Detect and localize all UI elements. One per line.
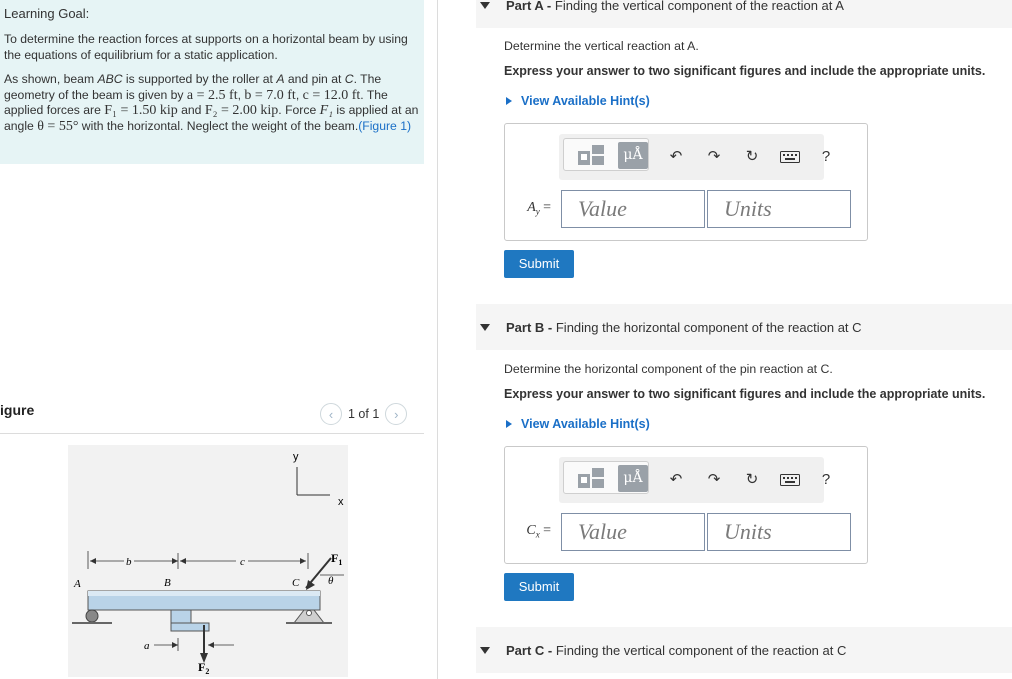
- part-a-hint[interactable]: View Available Hint(s): [504, 94, 650, 108]
- expand-icon: [506, 420, 512, 428]
- figure-link[interactable]: (Figure 1): [358, 118, 412, 133]
- label-theta: θ: [328, 575, 334, 587]
- beam-diagram: [68, 445, 348, 677]
- collapse-icon: [480, 2, 490, 9]
- label-x: x: [338, 496, 344, 508]
- part-b-hint[interactable]: View Available Hint(s): [504, 417, 650, 431]
- math-c: c = 12.0 ft: [302, 87, 361, 103]
- prev-figure-button[interactable]: ‹: [320, 403, 342, 425]
- part-b-submit-button[interactable]: Submit: [504, 573, 574, 601]
- math-f2: F₂ = 2.00 kip: [204, 103, 279, 118]
- label-b: b: [126, 556, 132, 568]
- part-b-instruction: Express your answer to two significant figures and include the appropriate units.: [504, 387, 986, 401]
- collapse-icon: [480, 647, 490, 654]
- help-icon[interactable]: ?: [821, 471, 831, 488]
- learning-goal-heading: Learning Goal:: [4, 6, 90, 21]
- undo-icon[interactable]: ↶: [669, 148, 683, 165]
- units-input[interactable]: Units: [707, 190, 851, 228]
- next-figure-button[interactable]: ›: [385, 403, 407, 425]
- help-icon[interactable]: ?: [821, 148, 831, 165]
- beam-figure: [68, 445, 348, 677]
- part-a-instruction: Express your answer to two significant figures and include the appropriate units.: [504, 64, 986, 78]
- part-c-header[interactable]: Part C - Finding the vertical component of the reaction at C: [476, 627, 1012, 673]
- learning-goal-panel: [0, 0, 424, 164]
- template-grid-icon: [576, 143, 616, 169]
- units-input[interactable]: Units: [707, 513, 851, 551]
- learning-goal-intro: To determine the reaction forces at supports on a horizontal beam by using the equations of equilibrium for a static application.: [4, 32, 408, 62]
- bracket-b: [171, 610, 191, 624]
- value-input[interactable]: Value: [561, 513, 705, 551]
- undo-icon[interactable]: ↶: [669, 471, 683, 488]
- part-a-answer-box: [504, 123, 868, 241]
- reset-icon[interactable]: ↻: [745, 148, 759, 165]
- label-A: A: [74, 578, 81, 590]
- part-a-question: Determine the vertical reaction at A.: [504, 39, 699, 53]
- units-symbol-button[interactable]: μÅ: [618, 465, 648, 492]
- label-B: B: [164, 577, 171, 589]
- part-a-submit-button[interactable]: Submit: [504, 250, 574, 278]
- value-input[interactable]: Value: [561, 190, 705, 228]
- templates-button[interactable]: [563, 138, 649, 171]
- math-f1: F₁ = 1.50 kip: [104, 103, 178, 118]
- panel-divider: [437, 0, 438, 679]
- templates-button[interactable]: [563, 461, 649, 494]
- keyboard-icon[interactable]: [780, 474, 800, 486]
- redo-icon[interactable]: ↷: [707, 471, 721, 488]
- pager-text: 1 of 1: [348, 407, 380, 421]
- reset-icon[interactable]: ↻: [745, 471, 759, 488]
- label-F2: $F_2$: [198, 660, 210, 676]
- label-C: C: [292, 577, 300, 589]
- units-symbol-button[interactable]: μÅ: [618, 142, 648, 169]
- math-toolbar: [559, 457, 831, 503]
- math-a: a = 2.5 ft: [186, 87, 238, 103]
- part-b-header[interactable]: Part B - Finding the horizontal component of the reaction at C: [476, 304, 1012, 350]
- redo-icon[interactable]: ↷: [707, 148, 721, 165]
- label-a: a: [144, 640, 150, 652]
- figure-rule: [0, 433, 424, 434]
- roller-a: [86, 610, 98, 622]
- part-b-answer-box: [504, 446, 868, 564]
- math-toolbar: [559, 134, 831, 180]
- figure-pager: [320, 403, 407, 425]
- figure-title: igure: [0, 402, 35, 418]
- math-b: b = 7.0 ft: [244, 87, 296, 103]
- label-F1: $F_1$: [331, 551, 343, 567]
- part-b-question: Determine the horizontal component of the pin reaction at C.: [504, 362, 833, 376]
- answer-variable-label: $A_y$ =: [527, 200, 551, 217]
- part-a-header[interactable]: Part A - Finding the vertical component of the reaction at A: [476, 0, 1012, 28]
- template-grid-icon: [576, 466, 616, 492]
- learning-goal-description: As shown, beam ABC is supported by the roller at A and pin at C. The geometry of the beam is given by a = 2.5 ft, b = 7.0 ft, c = 12.0 ft. The applied forces are F₁ = 1.50 kip and F₂ = 2.00 kip. Force F₁ is applied at an angle θ = 55° with the horizontal. Neglect the weight of the beam.(Figure 1): [4, 72, 419, 134]
- collapse-icon: [480, 324, 490, 331]
- expand-icon: [506, 97, 512, 105]
- answer-variable-label: $C_x$ =: [526, 523, 551, 540]
- math-theta: θ = 55°: [37, 118, 79, 134]
- label-c: c: [240, 556, 245, 568]
- label-y: y: [293, 451, 299, 463]
- keyboard-icon[interactable]: [780, 151, 800, 163]
